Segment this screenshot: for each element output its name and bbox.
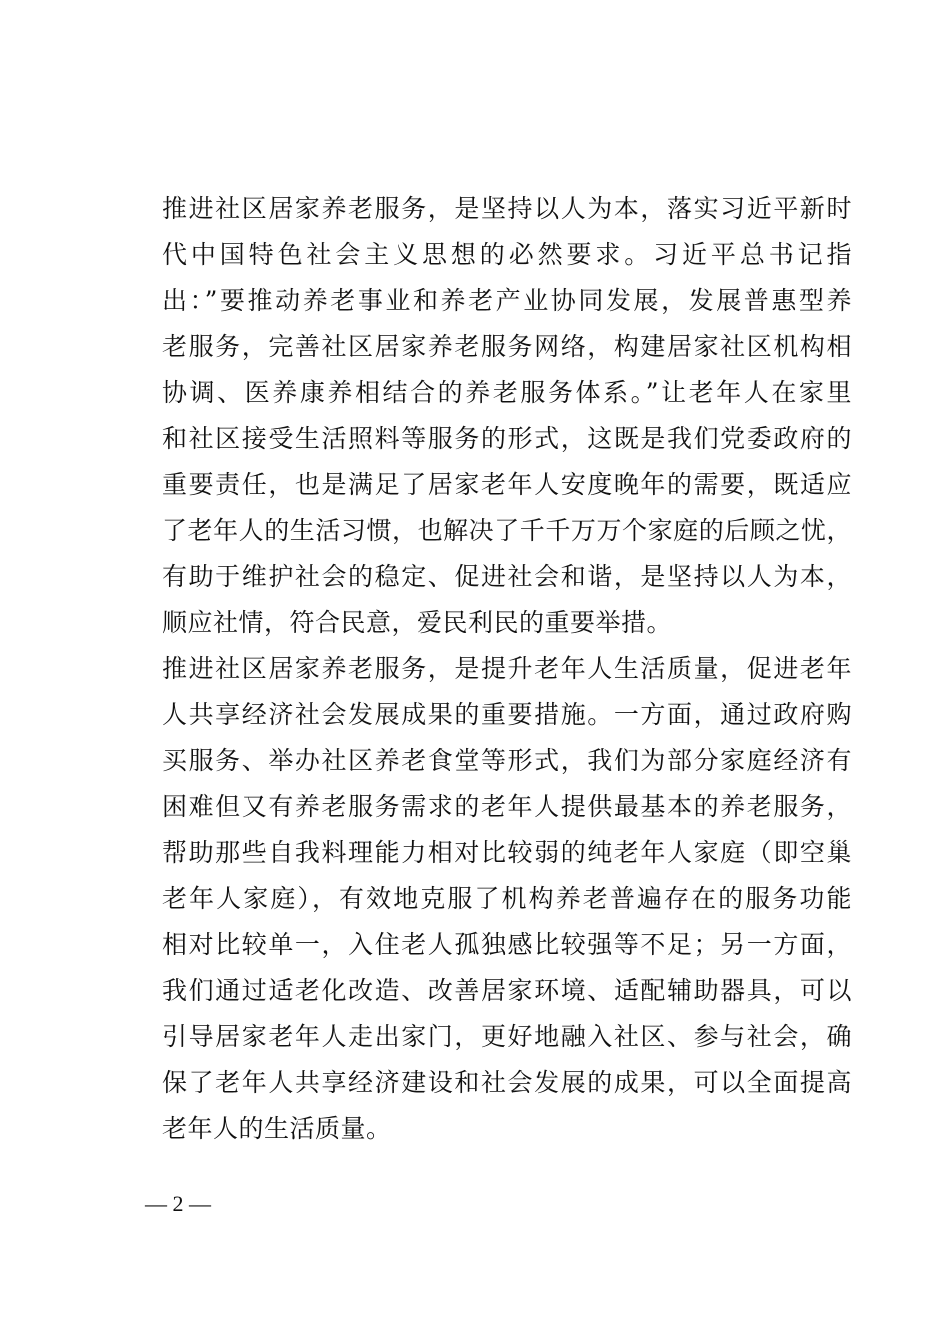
paragraph-line: 协调、医养康养相结合的养老服务体系。”让老年人在家里 bbox=[162, 378, 852, 407]
paragraph-line: 有助于维护社会的稳定、促进社会和谐，是坚持以人为本， bbox=[162, 562, 852, 591]
paragraph-line: 帮助那些自我料理能力相对比较弱的纯老年人家庭（即空巢 bbox=[162, 838, 852, 867]
paragraph-line: 人共享经济社会发展成果的重要措施。一方面，通过政府购 bbox=[162, 700, 852, 729]
paragraph-line: 和社区接受生活照料等服务的形式，这既是我们党委政府的 bbox=[162, 424, 852, 453]
paragraph-line: 我们通过适老化改造、改善居家环境、适配辅助器具，可以 bbox=[162, 976, 852, 1005]
paragraph-2 bbox=[162, 646, 852, 1152]
paragraph-line: 顺应社情，符合民意，爱民利民的重要举措。 bbox=[162, 608, 673, 637]
paragraph-line: 老年人的生活质量。 bbox=[162, 1114, 392, 1143]
paragraph-line: 老服务，完善社区居家养老服务网络，构建居家社区机构相 bbox=[162, 332, 852, 361]
paragraph-line: 困难但又有养老服务需求的老年人提供最基本的养老服务， bbox=[162, 792, 852, 821]
paragraph-line: 推进社区居家养老服务，是提升老年人生活质量，促进老年 bbox=[162, 654, 852, 683]
paragraph-line: 了老年人的生活习惯，也解决了千千万万个家庭的后顾之忧， bbox=[162, 516, 852, 545]
paragraph-line: 保了老年人共享经济建设和社会发展的成果，可以全面提高 bbox=[162, 1068, 852, 1097]
body-text bbox=[162, 186, 852, 1152]
paragraph-line: 推进社区居家养老服务，是坚持以人为本，落实习近平新时 bbox=[162, 194, 852, 223]
paragraph-line: 出：”要推动养老事业和养老产业协同发展，发展普惠型养 bbox=[162, 286, 852, 315]
paragraph-line: 相对比较单一，入住老人孤独感比较强等不足；另一方面， bbox=[162, 930, 852, 959]
paragraph-line: 引导居家老年人走出家门，更好地融入社区、参与社会，确 bbox=[162, 1022, 852, 1051]
paragraph-line: 买服务、举办社区养老食堂等形式，我们为部分家庭经济有 bbox=[162, 746, 852, 775]
paragraph-line: 代中国特色社会主义思想的必然要求。习近平总书记指 bbox=[162, 240, 852, 269]
paragraph-1 bbox=[162, 186, 852, 646]
paragraph-line: 老年人家庭），有效地克服了机构养老普遍存在的服务功能 bbox=[162, 884, 852, 913]
paragraph-line: 重要责任，也是满足了居家老年人安度晚年的需要，既适应 bbox=[162, 470, 852, 499]
page-number: — 2 — bbox=[145, 1191, 211, 1216]
